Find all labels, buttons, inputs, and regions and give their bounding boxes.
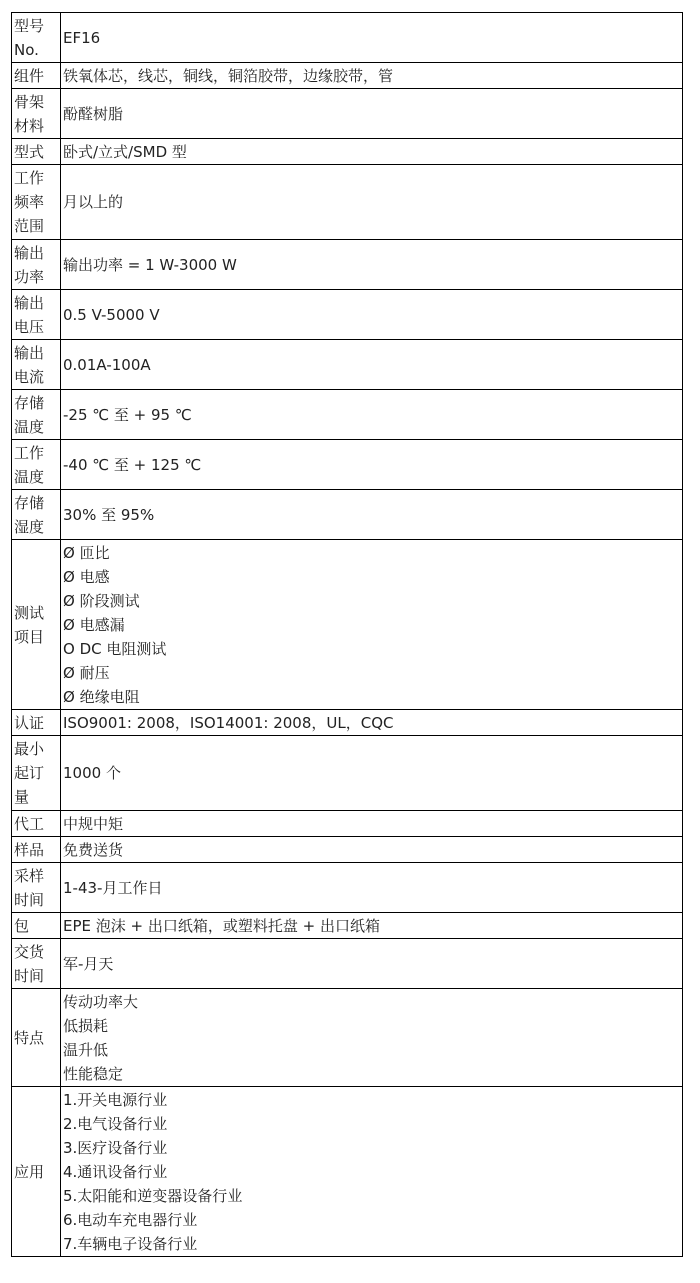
table-row [12,340,683,390]
row-label-line: 输出 [14,293,45,312]
row-label-line: 湿度 [14,517,45,536]
row-value-line: 30% 至 95% [63,505,155,524]
row-value [61,540,683,710]
row-value-line: Ø 阶段测试 [63,591,140,610]
row-value [61,736,683,811]
table-row [12,440,683,490]
table-row [12,13,683,63]
row-label-line: 温度 [14,417,45,436]
row-label-line: 骨架 [14,92,45,111]
row-value-line: 3.医疗设备行业 [63,1138,168,1157]
table-row [12,89,683,139]
row-value [61,863,683,913]
row-label-line: 存储 [14,493,45,512]
row-value [61,710,683,736]
row-value-line: 1-43-月工作日 [63,878,163,897]
row-label-line: 组件 [14,66,45,85]
row-value-line: 中规中矩 [63,814,124,833]
row-label [12,139,61,165]
row-value-line: 6.电动车充电器行业 [63,1210,198,1229]
row-label [12,913,61,939]
row-label [12,390,61,440]
row-label-line: 型式 [14,142,45,161]
row-value-line: 0.5 V-5000 V [63,305,160,324]
row-value [61,89,683,139]
row-value-line: EF16 [63,28,101,47]
row-value-line: 酚醛树脂 [63,104,124,123]
row-value-line: 1.开关电源行业 [63,1090,168,1109]
row-label-line: 工作 [14,443,45,462]
row-value [61,989,683,1087]
table-row [12,837,683,863]
table-row [12,939,683,989]
row-label-line: 材料 [14,116,45,135]
row-label-line: 项目 [14,627,45,646]
row-value [61,1087,683,1257]
row-value-line: -25 ℃ 至 + 95 ℃ [63,405,192,424]
table-row [12,240,683,290]
row-label-line: 包 [14,916,30,935]
row-value-line: 军-月天 [63,954,114,973]
row-label-line: 采样 [14,866,45,885]
row-label [12,240,61,290]
table-row [12,540,683,710]
row-value-line: Ø 耐压 [63,663,110,682]
row-label [12,540,61,710]
table-row [12,290,683,340]
table-row [12,811,683,837]
row-value-line: EPE 泡沫 + 出口纸箱，或塑料托盘 + 出口纸箱 [63,916,380,935]
row-value [61,165,683,240]
row-label-line: 温度 [14,467,45,486]
row-value-line: Ø 匝比 [63,543,110,562]
row-value-line: 1000 个 [63,764,121,782]
row-value [61,490,683,540]
table-row [12,165,683,240]
row-value-line: Ø 电感漏 [63,615,125,634]
table-row [12,710,683,736]
table-row [12,989,683,1087]
row-label-line: 应用 [14,1162,45,1181]
row-label-line: 工作 [14,169,45,187]
row-label-line: 电流 [14,367,45,386]
row-label [12,290,61,340]
row-label [12,939,61,989]
row-value-line: 0.01A-100A [63,355,151,374]
row-label-line: 时间 [14,890,45,909]
row-label [12,863,61,913]
row-label-line: 测试 [14,603,45,622]
row-label-line: 量 [14,788,30,806]
row-label [12,13,61,63]
row-value-line: 温升低 [63,1040,109,1059]
table-row [12,863,683,913]
row-label-line: 频率 [14,193,45,211]
row-value [61,811,683,837]
row-label [12,1087,61,1257]
row-label-line: 特点 [14,1028,45,1047]
row-label [12,63,61,89]
row-label [12,710,61,736]
row-label-line: 存储 [14,393,45,412]
row-label [12,811,61,837]
row-label [12,165,61,240]
row-label [12,736,61,811]
row-value [61,240,683,290]
row-label [12,340,61,390]
row-label [12,837,61,863]
row-label-line: 交货 [14,942,45,961]
row-value-line: 4.通讯设备行业 [63,1162,168,1181]
row-value [61,913,683,939]
row-value-line: 卧式/立式/SMD 型 [63,142,187,161]
row-label-line: 输出 [14,343,45,362]
row-label-line: 认证 [14,713,45,732]
row-label-line: 起订 [14,764,45,782]
row-value-line: 低损耗 [63,1016,109,1035]
row-value-line: 免费送货 [63,840,124,859]
row-value-line: O DC 电阻测试 [63,639,167,658]
row-value [61,139,683,165]
row-value [61,390,683,440]
row-value [61,63,683,89]
row-label-line: 输出 [14,243,45,262]
row-value [61,939,683,989]
row-value-line: Ø 绝缘电阻 [63,687,140,706]
row-label-line: 电压 [14,317,45,336]
row-value-line: 7.车辆电子设备行业 [63,1234,198,1253]
row-value-line: 铁氧体芯，线芯，铜线，铜箔胶带，边缘胶带，管 [63,66,394,85]
table-row [12,736,683,811]
spec-table [11,12,683,1257]
row-value [61,13,683,63]
row-value [61,440,683,490]
row-value-line: 5.太阳能和逆变器设备行业 [63,1186,243,1205]
row-value-line: 性能稳定 [63,1064,124,1083]
row-value [61,290,683,340]
table-row [12,63,683,89]
row-label [12,89,61,139]
table-row [12,913,683,939]
table-row [12,390,683,440]
row-label [12,440,61,490]
row-label-line: 时间 [14,966,45,985]
row-label-line: No. [14,40,39,59]
row-value [61,837,683,863]
row-label-line: 范围 [14,217,45,235]
row-value-line: ISO9001: 2008，ISO14001: 2008，UL，CQC [63,713,394,732]
row-value-line: 月以上的 [63,193,124,211]
row-value-line: 2.电气设备行业 [63,1114,168,1133]
row-value-line: 传动功率大 [63,992,139,1011]
row-label-line: 代工 [14,814,45,833]
row-label [12,989,61,1087]
table-row [12,139,683,165]
row-label-line: 样品 [14,840,45,859]
row-value-line: -40 ℃ 至 + 125 ℃ [63,455,202,474]
row-label-line: 最小 [14,740,45,758]
row-label-line: 型号 [14,16,45,35]
row-label [12,490,61,540]
row-value-line: Ø 电感 [63,567,110,586]
row-label-line: 功率 [14,267,45,286]
table-row [12,490,683,540]
row-value [61,340,683,390]
table-row [12,1087,683,1257]
row-value-line: 输出功率 = 1 W-3000 W [63,255,237,274]
